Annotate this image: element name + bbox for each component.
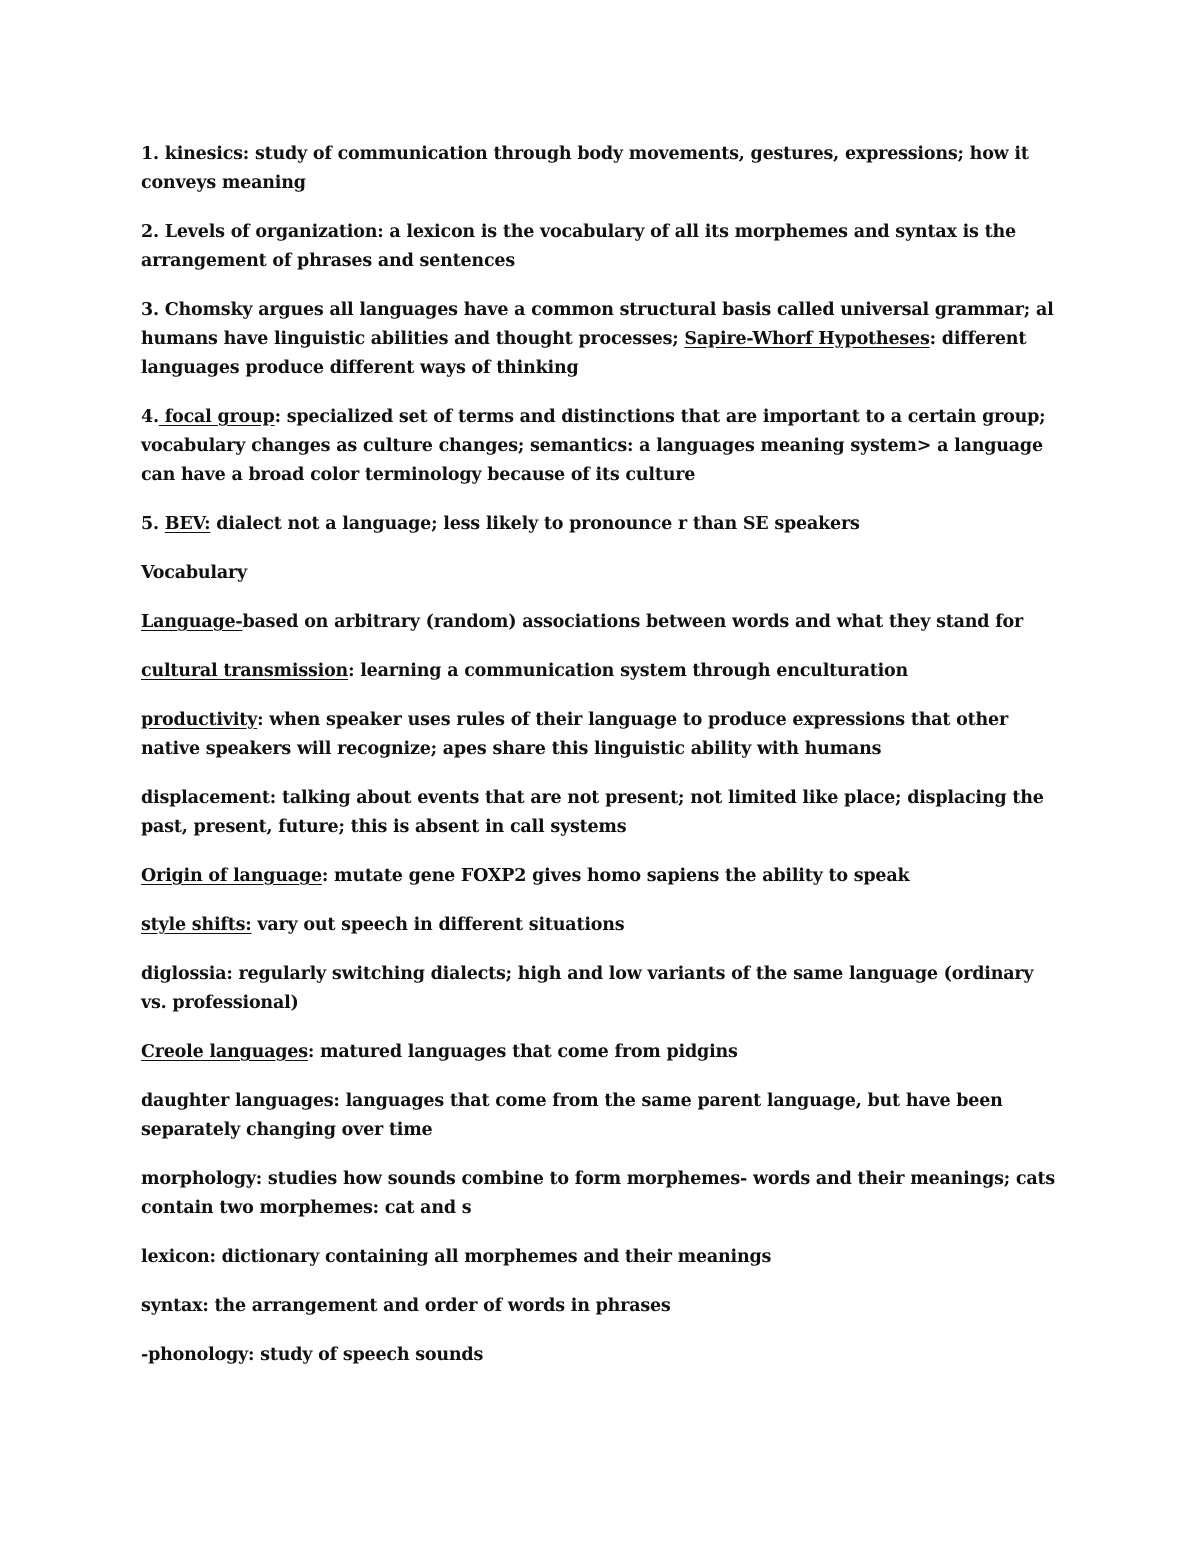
vocab-entry <box>141 1341 1061 1370</box>
item-text: Levels of organization: a lexicon is the vocabulary of all its morphemes and syntax is the arrangement of phrases and sentences <box>141 222 1016 271</box>
definition-text: vary out speech in different situations <box>251 915 625 935</box>
numbered-item-5 <box>141 510 1061 539</box>
definition-text: syntax: the arrangement and order of words in phrases <box>141 1296 671 1316</box>
underlined-term: Language- <box>141 612 243 632</box>
vocabulary-heading: Vocabulary <box>141 563 247 583</box>
item-number: 1. <box>141 144 165 164</box>
vocab-entry <box>141 911 1061 940</box>
numbered-item-3 <box>141 296 1061 383</box>
vocab-entry <box>141 960 1061 1018</box>
item-number: 4. <box>141 407 159 427</box>
definition-text: -phonology: study of speech sounds <box>141 1345 484 1365</box>
definition-text: : matured languages that come from pidgins <box>307 1042 738 1062</box>
item-number: 2. <box>141 222 165 242</box>
vocab-entry <box>141 862 1061 891</box>
document-body <box>141 140 1061 1390</box>
definition-text: daughter languages: languages that come from the same parent language, but have been separately changing over time <box>141 1091 1003 1140</box>
definition-text: : learning a communication system through enculturation <box>348 661 909 681</box>
vocab-entry <box>141 657 1061 686</box>
vocab-entry <box>141 608 1061 637</box>
numbered-item-1 <box>141 140 1061 198</box>
item-text: : different languages produce different ways of thinking <box>141 329 1027 378</box>
vocab-entry <box>141 1087 1061 1145</box>
definition-text: based on arbitrary (random) associations between words and what they stand for <box>242 612 1024 632</box>
vocab-entry <box>141 1038 1061 1067</box>
vocab-entry <box>141 706 1061 764</box>
item-text: Chomsky argues all languages have a common structural basis called universal grammar; al humans have linguistic abilities and thought processes; <box>141 300 1054 349</box>
underlined-term: Sapire-Whorf Hypotheses <box>684 329 930 349</box>
item-number: 5. <box>141 514 165 534</box>
underlined-term: focal group <box>158 407 275 427</box>
numbered-item-2 <box>141 218 1061 276</box>
underlined-term: BEV: <box>164 514 211 534</box>
item-text: dialect not a language; less likely to pronounce r than SE speakers <box>210 514 860 534</box>
numbered-item-4 <box>141 403 1061 490</box>
definition-text: lexicon: dictionary containing all morphemes and their meanings <box>141 1247 772 1267</box>
underlined-term: Origin of language <box>141 866 322 886</box>
underlined-term: style shifts: <box>141 915 252 935</box>
definition-text: : when speaker uses rules of their language to produce expressions that other native speakers will recognize; apes share this linguistic ability with humans <box>141 710 1008 759</box>
definition-text: : mutate gene FOXP2 gives homo sapiens the ability to speak <box>321 866 910 886</box>
underlined-term: productivity <box>141 710 258 730</box>
definition-text: diglossia: regularly switching dialects; high and low variants of the same language (ordinary vs. professional) <box>141 964 1034 1013</box>
vocab-entry <box>141 1165 1061 1223</box>
underlined-term: cultural transmission <box>141 661 349 681</box>
definition-text: morphology: studies how sounds combine to form morphemes- words and their meanings; cats contain two morphemes: cat and s <box>141 1169 1056 1218</box>
definition-text: displacement: talking about events that are not present; not limited like place; displacing the past, present, future; this is absent in call systems <box>141 788 1044 837</box>
item-text: kinesics: study of communication through body movements, gestures, expressions; how it conveys meaning <box>141 144 1029 193</box>
vocab-entry <box>141 784 1061 842</box>
underlined-term: Creole languages <box>141 1042 308 1062</box>
item-text: : specialized set of terms and distinctions that are important to a certain group; vocabulary changes as culture changes; semantics: a languages meaning system> a language can have a broad color terminology because of its culture <box>141 407 1046 485</box>
item-number: 3. <box>141 300 165 320</box>
vocab-entry <box>141 1243 1061 1272</box>
vocab-entry <box>141 1292 1061 1321</box>
